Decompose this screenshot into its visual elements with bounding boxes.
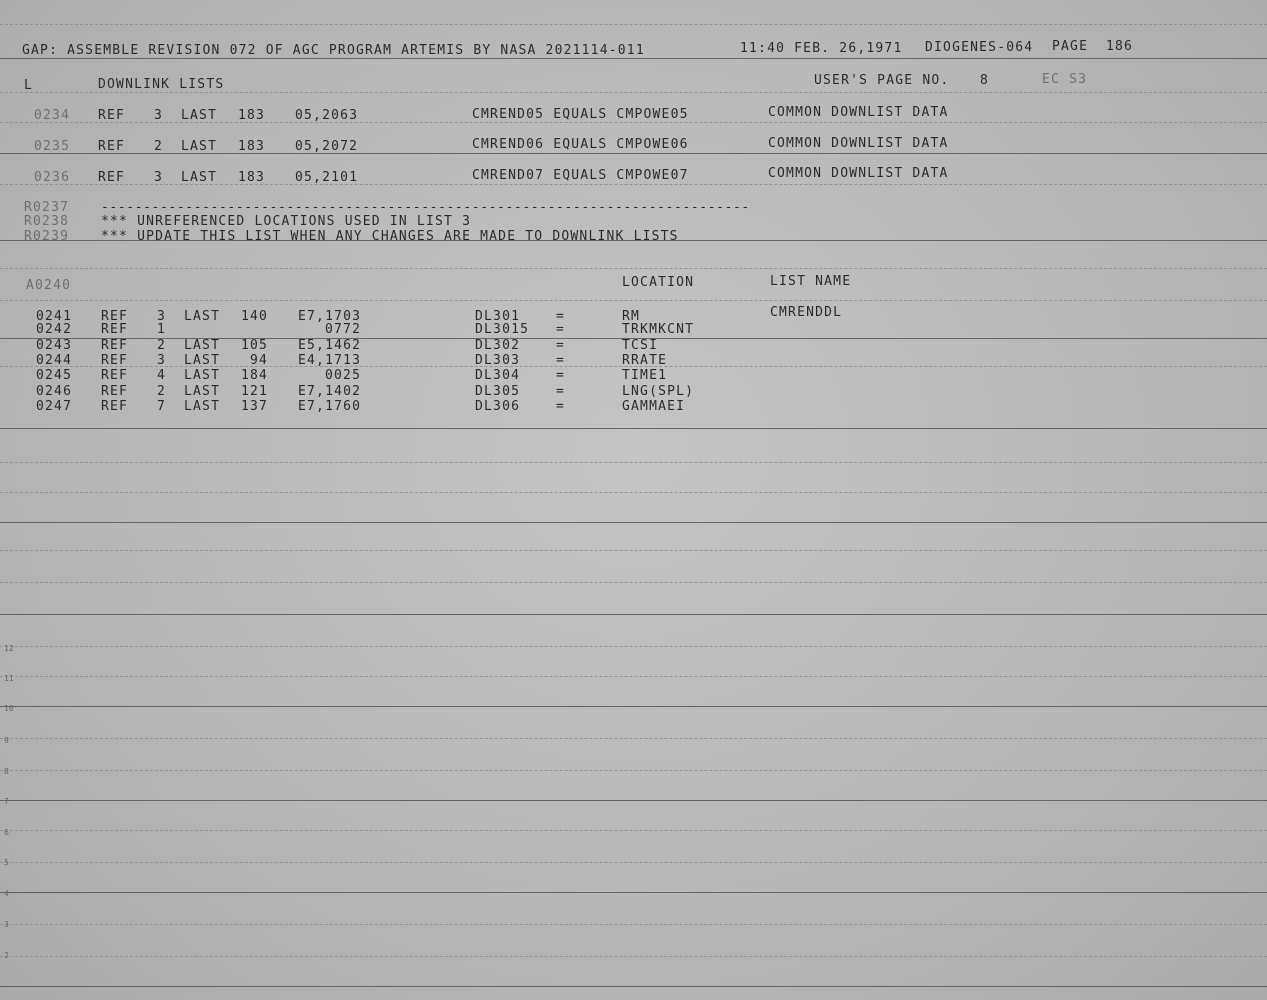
ref-count: 3 <box>157 309 167 324</box>
address: 05,2063 <box>295 108 359 123</box>
ref-keyword: REF <box>98 108 126 123</box>
margin-tick: 10 <box>4 704 14 713</box>
equals-statement: CMREND06 EQUALS CMPOWE06 <box>472 137 689 152</box>
print-timestamp: 11:40 FEB. 26,1971 <box>740 41 903 56</box>
location-value: TCSI <box>622 338 659 353</box>
page-label: PAGE <box>1052 39 1089 54</box>
ref-count: 4 <box>157 368 167 383</box>
comment: COMMON DOWNLIST DATA <box>768 166 949 181</box>
equals-statement: CMREND07 EQUALS CMPOWE07 <box>472 168 689 183</box>
comment: COMMON DOWNLIST DATA <box>768 105 949 120</box>
paper-rule <box>0 646 1267 647</box>
equals-sign: = <box>556 338 566 353</box>
paper-rule <box>0 58 1267 59</box>
ref-keyword: REF <box>98 170 126 185</box>
line-number: R0239 <box>24 229 70 244</box>
table-row <box>0 400 1267 414</box>
last-page: 105 <box>241 338 269 353</box>
line-number: 0234 <box>34 108 71 123</box>
table-row <box>0 369 1267 383</box>
remark-row <box>0 201 1267 215</box>
line-number: 0241 <box>36 309 73 324</box>
ref-keyword: REF <box>101 322 129 337</box>
paper-rule <box>0 492 1267 493</box>
address: 0772 <box>325 322 362 337</box>
paper-rule <box>0 956 1267 957</box>
table-header <box>0 274 1267 293</box>
paper-rule <box>0 300 1267 301</box>
paper-rule <box>0 830 1267 831</box>
line-number: 0246 <box>36 384 73 399</box>
downlink-symbol: DL306 <box>475 399 521 414</box>
last-keyword: LAST <box>181 108 218 123</box>
users-page-number: 8 <box>980 73 990 88</box>
ref-keyword: REF <box>101 399 129 414</box>
address: 05,2101 <box>295 170 359 185</box>
column-header-list-name: LIST NAME <box>770 274 852 289</box>
paper-rule <box>0 522 1267 523</box>
ref-count: 2 <box>157 384 167 399</box>
comment: COMMON DOWNLIST DATA <box>768 136 949 151</box>
address: 05,2072 <box>295 139 359 154</box>
listing-row <box>0 136 1267 154</box>
downlink-symbol: DL303 <box>475 353 521 368</box>
equals-sign: = <box>556 322 566 337</box>
paper-rule <box>0 800 1267 801</box>
paper-rule <box>0 24 1267 25</box>
paper-rule <box>0 924 1267 925</box>
location-value: RRATE <box>622 353 668 368</box>
listing-row <box>0 105 1267 123</box>
section-marker: L <box>24 78 34 93</box>
downlink-symbol: DL301 <box>475 309 521 324</box>
paper-rule <box>0 676 1267 677</box>
paper-rule <box>0 550 1267 551</box>
line-number: 0242 <box>36 322 73 337</box>
table-row <box>0 354 1267 368</box>
ref-keyword: REF <box>101 368 129 383</box>
downlink-symbol: DL302 <box>475 338 521 353</box>
equals-sign: = <box>556 353 566 368</box>
line-number: 0244 <box>36 353 73 368</box>
address: 0025 <box>325 368 362 383</box>
paper-rule <box>0 582 1267 583</box>
ref-keyword: REF <box>101 384 129 399</box>
section-code: EC S3 <box>1042 72 1088 87</box>
ref-count: 1 <box>157 322 167 337</box>
last-keyword: LAST <box>184 338 221 353</box>
address: E7,1402 <box>298 384 362 399</box>
last-keyword: LAST <box>184 384 221 399</box>
last-keyword: LAST <box>184 399 221 414</box>
table-row <box>0 385 1267 399</box>
equals-sign: = <box>556 368 566 383</box>
ref-keyword: REF <box>98 139 126 154</box>
remark-row <box>0 230 1267 244</box>
paper-rule <box>0 614 1267 615</box>
location-value: GAMMAEI <box>622 399 686 414</box>
last-page: 184 <box>241 368 269 383</box>
equals-sign: = <box>556 399 566 414</box>
section-title: DOWNLINK LISTS <box>98 77 225 92</box>
ref-count: 3 <box>154 170 164 185</box>
equals-sign: = <box>556 309 566 324</box>
ref-count: 3 <box>154 108 164 123</box>
column-header-location: LOCATION <box>622 275 695 290</box>
users-page-label: USER'S PAGE NO. <box>814 73 950 88</box>
margin-tick: 3 <box>4 920 9 929</box>
line-number: 0247 <box>36 399 73 414</box>
line-number: R0238 <box>24 214 70 229</box>
line-number: 0243 <box>36 338 73 353</box>
last-page: 137 <box>241 399 269 414</box>
line-number: R0237 <box>24 200 70 215</box>
margin-tick: 6 <box>4 828 9 837</box>
remark-text: *** UPDATE THIS LIST WHEN ANY CHANGES ARE MADE TO DOWNLINK LISTS <box>101 229 679 244</box>
paper-rule <box>0 706 1267 707</box>
location-value: LNG(SPL) <box>622 384 695 399</box>
paper-rule <box>0 770 1267 771</box>
line-number: 0236 <box>34 170 71 185</box>
paper-rule <box>0 428 1267 429</box>
table-row <box>0 323 1267 337</box>
line-number: A0240 <box>26 278 72 293</box>
last-page: 183 <box>238 170 266 185</box>
margin-tick: 8 <box>4 767 9 776</box>
paper-rule <box>0 862 1267 863</box>
margin-tick: 11 <box>4 674 14 683</box>
margin-tick: 9 <box>4 736 9 745</box>
address: E5,1462 <box>298 338 362 353</box>
location-value: TRKMKCNT <box>622 322 695 337</box>
remark-text: *** UNREFERENCED LOCATIONS USED IN LIST 3 <box>101 214 472 229</box>
paper-rule <box>0 986 1267 987</box>
ref-count: 7 <box>157 399 167 414</box>
last-keyword: LAST <box>184 353 221 368</box>
listing-row <box>0 166 1267 185</box>
downlink-symbol: DL304 <box>475 368 521 383</box>
address: E4,1713 <box>298 353 362 368</box>
page-number: 186 <box>1106 39 1134 54</box>
ref-keyword: REF <box>101 353 129 368</box>
margin-tick: 12 <box>4 644 14 653</box>
margin-tick: 2 <box>4 951 9 960</box>
paper-rule <box>0 92 1267 93</box>
downlink-symbol: DL3015 <box>475 322 530 337</box>
location-value: TIME1 <box>622 368 668 383</box>
ref-count: 2 <box>157 338 167 353</box>
paper-rule <box>0 738 1267 739</box>
last-page: 121 <box>241 384 269 399</box>
downlink-symbol: DL305 <box>475 384 521 399</box>
table-row <box>0 339 1267 353</box>
line-number: 0245 <box>36 368 73 383</box>
address: E7,1760 <box>298 399 362 414</box>
location-value: RM <box>622 309 641 324</box>
address: E7,1703 <box>298 309 362 324</box>
paper-rule <box>0 892 1267 893</box>
margin-tick: 7 <box>4 797 9 806</box>
list-name-value: CMRENDDL <box>770 305 843 320</box>
diogenes-id: DIOGENES-064 <box>925 40 1034 55</box>
ref-count: 3 <box>157 353 167 368</box>
ref-keyword: REF <box>101 338 129 353</box>
last-keyword: LAST <box>184 368 221 383</box>
remark-row <box>0 215 1267 229</box>
ref-keyword: REF <box>101 309 129 324</box>
remark-text: ----------------------------------------------------------------------------- <box>101 200 750 215</box>
margin-tick: 5 <box>4 858 9 867</box>
last-page: 94 <box>250 353 269 368</box>
last-keyword: LAST <box>181 170 218 185</box>
last-page: 183 <box>238 139 266 154</box>
equals-sign: = <box>556 384 566 399</box>
ref-count: 2 <box>154 139 164 154</box>
equals-statement: CMREND05 EQUALS CMPOWE05 <box>472 107 689 122</box>
paper-rule <box>0 462 1267 463</box>
line-number: 0235 <box>34 139 71 154</box>
margin-tick: 4 <box>4 889 9 898</box>
last-keyword: LAST <box>184 309 221 324</box>
last-keyword: LAST <box>181 139 218 154</box>
last-page: 140 <box>241 309 269 324</box>
page-title: GAP: ASSEMBLE REVISION 072 OF AGC PROGRAM ARTEMIS BY NASA 2021114-011 <box>22 43 645 58</box>
paper-rule <box>0 268 1267 269</box>
last-page: 183 <box>238 108 266 123</box>
